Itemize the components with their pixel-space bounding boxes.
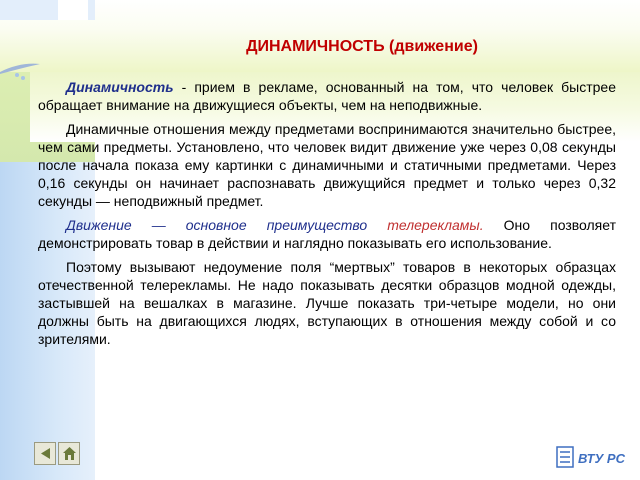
- paragraph-3-text: Оно позволяет демонстрировать товар в действии и наглядно показывать его использование.: [38, 217, 617, 251]
- paragraph-3: [38, 216, 616, 252]
- paragraph-4: Поэтому вызывают недоумение поля “мертвых” товаров в некоторых образцах отечественной телерекламы. Не надо показывать десятки образцов модной одежды, застывшей на вешалках в магазине. Лучше показать три-четыре модели, но они должны быть на двигающихся людях, вступающих в отношения между собой и со зрителями.: [38, 259, 616, 347]
- home-button[interactable]: [58, 442, 80, 465]
- left-arrow-icon: [38, 446, 53, 461]
- svg-text:ВТУ РС: ВТУ РС: [578, 451, 625, 466]
- swoosh-decoration: [0, 58, 60, 74]
- paragraph-1: [38, 78, 616, 114]
- back-button[interactable]: [34, 442, 56, 465]
- home-icon: [62, 446, 77, 461]
- paragraph-1-text: - прием в рекламе, основанный на том, что человек быстрее обращает внимание на движущиеся объекты, чем на неподвижные.: [38, 79, 616, 113]
- term-dinamichnost: Динамичность: [66, 79, 174, 95]
- paragraph-3-emphasis: Движение — основное преимущество: [66, 217, 388, 233]
- main-text: [38, 78, 616, 354]
- paragraph-3-highlight: телерекламы.: [387, 217, 484, 233]
- top-decorative-band: [0, 0, 640, 72]
- navigation-buttons: [34, 442, 80, 466]
- paragraph-2: Динамичные отношения между предметами воспринимаются значительно быстрее, чем сами предметы. Установлено, что человек видит движение уже через 0,08 секунды после начала показа ему картинки с динамичными и статичными предметами. Через 0,16 секунды он начинает распознавать движущийся предмет и только через 0,32 секунды — неподвижный предмет.: [38, 121, 616, 209]
- logo: [556, 444, 626, 470]
- dots-decoration: [14, 72, 28, 82]
- page-title: ДИНАМИЧНОСТЬ (движение): [246, 38, 478, 55]
- top-left-white-square: [58, 0, 88, 20]
